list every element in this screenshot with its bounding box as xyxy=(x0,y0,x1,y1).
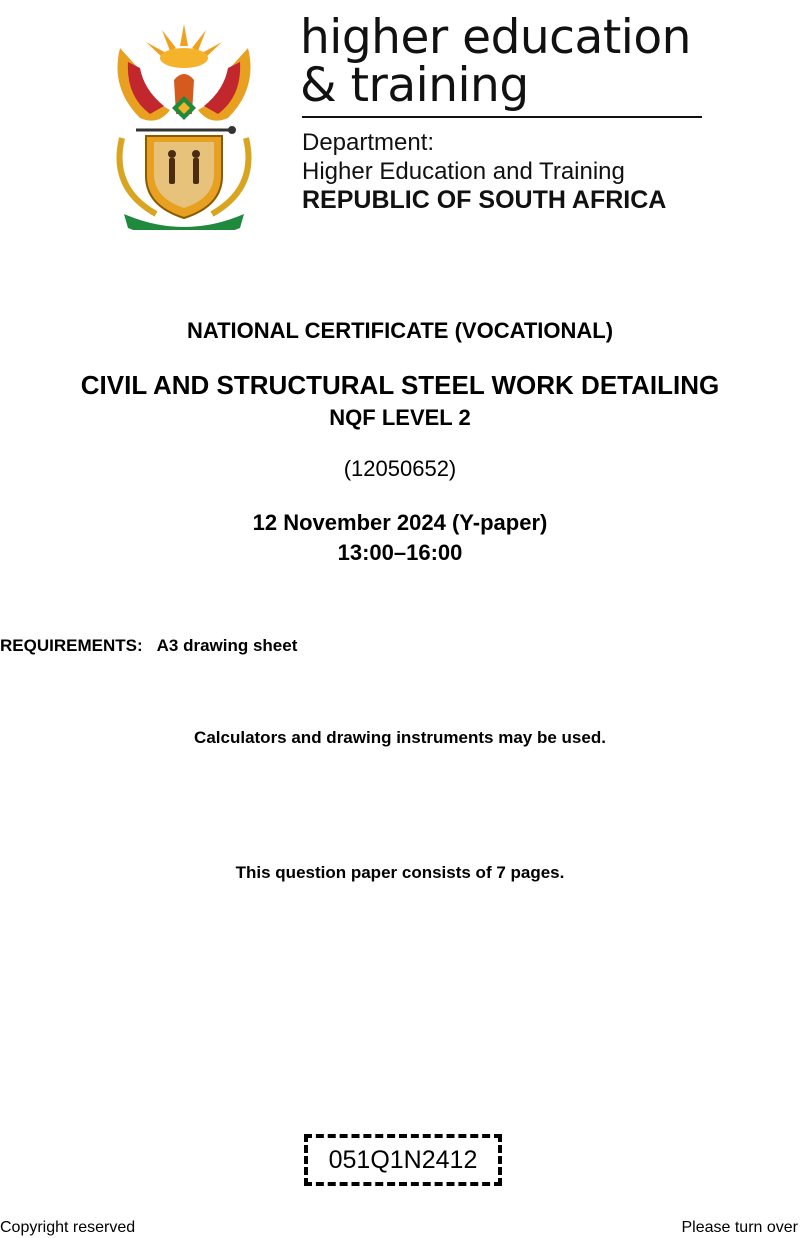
exam-date: 12 November 2024 (Y-paper) xyxy=(252,510,548,535)
department-block xyxy=(302,128,666,215)
exam-time: 13:00–16:00 xyxy=(337,540,463,565)
instructions-text: Calculators and drawing instruments may be used. xyxy=(194,728,606,747)
coat-of-arms-icon xyxy=(100,18,268,230)
brand-title-line1: higher education xyxy=(300,10,691,65)
subject-code: (12050652) xyxy=(343,456,457,481)
requirements-value: A3 drawing sheet xyxy=(156,636,298,655)
requirements-line xyxy=(0,636,297,656)
requirements-label: REQUIREMENTS: xyxy=(0,636,143,655)
footer-turn-over: Please turn over xyxy=(681,1219,798,1236)
brand-divider xyxy=(302,116,702,118)
department-label: Department: xyxy=(302,129,435,156)
country-name: REPUBLIC OF SOUTH AFRICA xyxy=(302,186,667,214)
certificate-title: NATIONAL CERTIFICATE (VOCATIONAL) xyxy=(186,318,614,343)
brand-title-line2: & training xyxy=(300,58,529,113)
department-name: Higher Education and Training xyxy=(302,158,625,185)
paper-code-box: 051Q1N2412 xyxy=(304,1134,502,1186)
page-count-note: This question paper consists of 7 pages. xyxy=(235,863,565,882)
nqf-level: NQF LEVEL 2 xyxy=(329,405,471,430)
footer-copyright: Copyright reserved xyxy=(0,1219,136,1236)
subject-title: CIVIL AND STRUCTURAL STEEL WORK DETAILING xyxy=(80,370,720,400)
